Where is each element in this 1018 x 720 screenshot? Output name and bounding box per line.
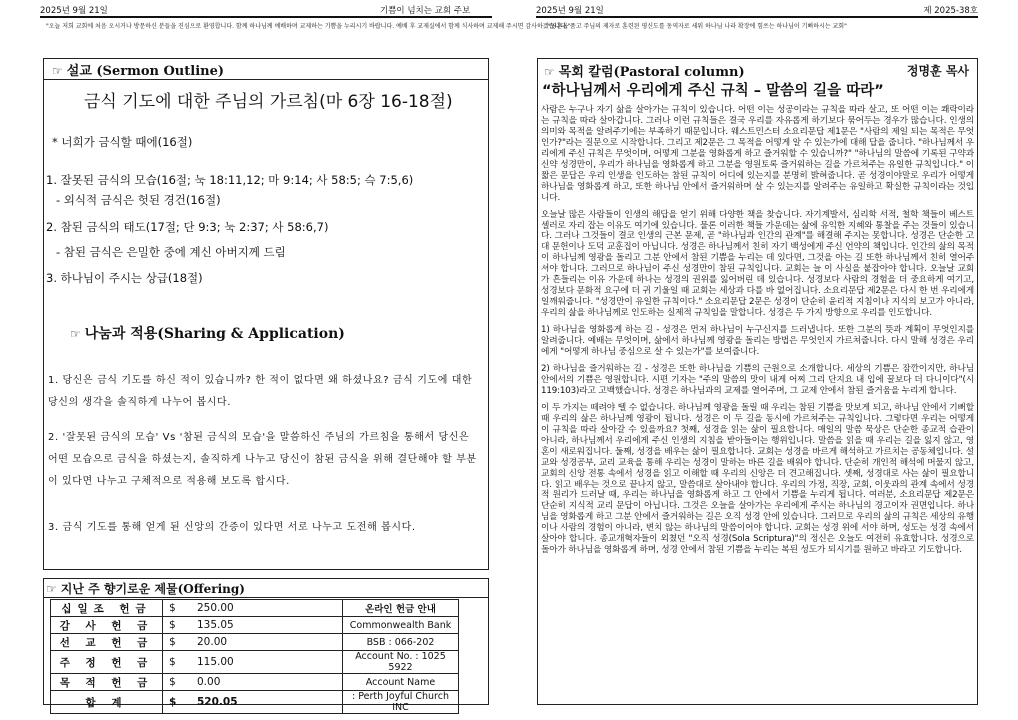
sermon-line: - 외식적 금식은 헛된 경건(16절) xyxy=(56,193,221,207)
account-name: : Perth Joyful Church INC xyxy=(343,691,459,714)
offering-total-label: 합 계 xyxy=(51,691,163,714)
currency: $ xyxy=(169,619,176,631)
offering-amount: 115.00 xyxy=(197,656,234,668)
offering-label: 선 교 헌 금 xyxy=(51,634,163,651)
account-name-label: Account Name xyxy=(343,674,459,691)
bulletin-title: 기쁨이 넘치는 교회 주보 xyxy=(380,6,471,16)
currency: $ xyxy=(169,656,176,668)
offering-amount: 0.00 xyxy=(197,676,221,688)
column-body xyxy=(541,105,974,562)
table-row xyxy=(51,674,459,691)
sermon-line: 2. 참된 금식의 태도(17절; 단 9:3; 눅 2:37; 사 58:6,7) xyxy=(46,220,329,234)
sharing-heading: ☞ 나눔과 적용(Sharing & Application) xyxy=(70,326,345,342)
left-header-rule xyxy=(40,16,492,18)
table-row xyxy=(51,691,459,714)
sermon-title: 금식 기도에 대한 주님의 가르침(마 6장 16-18절) xyxy=(84,92,453,112)
offering-heading-rule xyxy=(44,597,488,598)
offering-total: 520.05 xyxy=(197,696,238,708)
sermon-line: 3. 하나님이 주시는 상급(18절) xyxy=(46,271,203,285)
currency: $ xyxy=(169,696,177,708)
offering-amount: 250.00 xyxy=(197,602,234,614)
bsb: BSB : 066-202 xyxy=(343,634,459,651)
left-tagline: "오늘 저희 교회에 처음 오시거나 방문하신 분들을 진심으로 환영합니다. 함께 하나님께 예배하며 교제하는 기쁨을 누리시기 바랍니다. 예배 후 교제실에서 함께 식사하며 교제해 주시면 감사하겠습니다." xyxy=(46,23,571,30)
column-paragraph: 이 두 가지는 떼려야 뗄 수 없습니다. 하나님께 영광을 돌릴 때 우리는 참된 기쁨을 맛보게 되고, 하나님 안에서 기뻐할 때 우리의 삶은 하나님께 영광이 됩니다. 성경은 이 두 길을 동시에 가르쳐주는 규칙입니다. 그렇다면 우리는 어떻게 이 규칙을 따라 살아갈 수 있을까요? 첫째, 성경을 읽는 삶이 필요합니다. 매일의 말씀 묵상은 단순한 종교적 습관이 아니라, 하나님께서 우리에게 주신 인생의 지침을 받아들이는 행위입니다. 말씀을 읽을 때 우리는 길을 잃지 않고, 영혼이 새로워집니다. 둘째, 성경을 배우는 삶이 필요합니다. 교회는 성경을 바르게 해석하고 가르치는 공동체입니다. 설교와 성경공부, 교리 교육을 통해 우리는 성경이 말하는 바른 길을 배워야 합니다. 단순히 개인적 해석에 머물지 않고, 교회의 신앙 전통 속에서 성경을 읽고 이해할 때 우리의 신앙은 더 견고해집니다. 셋째, 성경대로 사는 삶이 필요합니다. 읽고 배우는 것으로 끝나지 않고, 말씀대로 살아내야 합니다. 우리의 가정, 직장, 교회, 이웃과의 관계 속에서 성경적 원리가 드러날 때, 우리는 하나님을 영화롭게 하고 그 안에서 기쁨을 누리게 됩니다. 여러분, 소요리문답 제2문은 단순히 지식적 교리 문답이 아닙니다. 그것은 오늘을 살아가는 우리에게 주시는 하나님의 경고이자 권면입니다. 하나님을 영화롭게 하고 그분 안에서 즐거워하는 길은 오직 성경 안에 있습니다. 그러므로 우리의 삶의 규칙은 세상의 유행이나 사람의 경험이 아니라, 변치 않는 하나님의 말씀이어야 합니다. 교회는 성경 위에 서야 하며, 성도는 성경 속에서 살아야 합니다. 종교개혁자들이 외쳤던 "오직 성경(Sola Scriptura)"의 정신은 오늘도 여전히 유효합니다. 성경으로 돌아가 하나님을 영화롭게 하며, 성경 안에서 참된 기쁨을 누리는 복된 성도가 되시기를 원하고 바라고 기도합니다. xyxy=(541,402,974,556)
right-header-rule xyxy=(536,16,978,18)
left-date: 2025년 9월 21일 xyxy=(40,6,108,16)
currency: $ xyxy=(169,602,176,614)
offering-panel xyxy=(43,578,489,713)
sermon-heading-rule xyxy=(44,79,488,80)
table-row xyxy=(51,634,459,651)
column-paragraph: 사람은 누구나 자기 삶을 살아가는 규칙이 있습니다. 어떤 이는 성공이라는 규칙을 따라 살고, 또 어떤 이는 쾌락이라는 규칙을 따라 살아갑니다. 그러나 이런 규칙들은 결국 우리를 자유롭게 하기보다 묶어두는 경우가 많습니다. 인생의 의미와 목적을 알려주기에는 부족하기 때문입니다. 웨스트민스터 소요리문답 제1문은 "사람의 제일 되는 목적은 무엇인가?"라는 질문으로 시작합니다. 그리고 제2문은 그 목적을 어떻게 알 수 있는가에 대해 답을 줍니다. "하나님께서 우리에게 주신 규칙은 무엇이며, 어떻게 그분을 영화롭게 하고 즐거워할 수 있습니까?" "하나님의 말씀에 기록된 구약과 신약 성경만이, 우리가 하나님을 영화롭게 하고 그분을 영원토록 즐거워하는 길을 가르쳐주는 유일한 규칙입니다." 이 짧은 문답은 우리 인생을 인도하는 참된 규칙이 어디에 있는지를 분명히 밝혀줍니다. 곧 성경이야말로 우리가 어떻게 하나님을 영화롭게 하고, 또한 하나님 안에서 즐거워하며 살 수 있는지를 알려주는 유일하고 확실한 규칙이라는 것입니다. xyxy=(541,105,974,203)
column-title: “하나님께서 우리에게 주신 규칙 – 말씀의 길을 따라” xyxy=(542,83,884,99)
issue-number: 제 2025-38호 xyxy=(923,6,978,16)
online-title: 온라인 헌금 안내 xyxy=(343,600,459,617)
sermon-line: 1. 잘못된 금식의 모습(16절; 눅 18:11,12; 마 9:14; 사 58:5; 슥 7:5,6) xyxy=(46,173,414,187)
right-tagline: "영혼을 품고 주님의 제자로 훈련된 평신도를 동역자로 세워 하나님 나라 확장에 힘쓰는 하나님이 기뻐하시는 교회" xyxy=(548,23,847,30)
table-row xyxy=(51,651,459,674)
sermon-heading: ☞ 설교 (Sermon Outline) xyxy=(52,64,225,79)
column-author: 정명훈 목사 xyxy=(906,64,969,78)
column-heading: ☞ 목회 칼럼(Pastoral column) xyxy=(544,65,745,80)
offering-label: 목 적 헌 금 xyxy=(51,674,163,691)
table-row xyxy=(51,600,459,617)
table-row xyxy=(51,617,459,634)
offering-label: 십일조 헌금 xyxy=(51,600,163,617)
pointing-hand-icon: ☞ xyxy=(70,327,81,341)
pointing-hand-icon: ☞ xyxy=(52,64,63,78)
sermon-panel xyxy=(43,58,489,570)
right-header xyxy=(536,4,978,16)
account-number: Account No. : 1025 5922 xyxy=(343,651,459,674)
offering-label: 감 사 헌 금 xyxy=(51,617,163,634)
offering-amount: 135.05 xyxy=(197,619,234,631)
sharing-item: 2. '잘못된 금식의 모습' Vs '참된 금식의 모습'을 말씀하신 주님의 가르침을 통해서 당신은 어떤 모습으로 금식을 하셨는지, 솔직하게 나누고 당신이 참된 금식을 위해 결단해야 할 부분이 있다면 나누고 구체적으로 적용해 보도록 합시다. xyxy=(48,432,477,487)
offering-table xyxy=(50,599,459,714)
offering-amount: 20.00 xyxy=(197,636,228,648)
column-paragraph: 오늘날 많은 사람들이 인생의 해답을 얻기 위해 다양한 책을 찾습니다. 자기계발서, 심리학 서적, 철학 책들이 베스트셀러로 자리 잡는 이유도 여기에 있습니다. 물론 이러한 책들 가운데는 삶에 유익한 지혜와 통찰을 주는 것들이 있습니다. 그러나 그것들이 결코 인생의 근본 문제, 곧 "하나님과 인간의 관계"를 해결해 주지는 못합니다. 성경은 단순한 고대 문헌이나 도덕 교훈집이 아닙니다. 성경은 하나님께서 친히 자기 백성에게 주신 언약의 책입니다. 인간의 삶의 목적이 하나님께 영광을 돌리고 그분 안에서 참된 기쁨을 누리는 데 있다면, 그것을 아는 길 또한 하나님께서 친히 열어주셔야 합니다. 그러므로 하나님이 주신 성경만이 참된 규칙입니다. 교회는 늘 이 사실을 붙잡아야 합니다. 오늘날 교회가 흔들리는 이유 가운데 하나는 성경의 권위를 잃어버린 데 있습니다. 성경보다 사람의 경험을 더 중요하게 여기고, 성경보다 문화적 요구에 더 귀 기울일 때 교회는 세상과 다를 바 없어집니다. 소요리문답 제2문은 다시 한 번 우리에게 일깨워줍니다. "성경만이 유일한 규칙이다." 소요리문답 2문은 성경이 단순히 윤리적 지침이나 지식의 보고가 아니라, 우리의 삶을 하나님께로 인도하는 실제적 규칙임을 말합니다. 성경은 두 가지 방향으로 우리를 인도합니다. xyxy=(541,209,974,319)
sermon-line: * 너희가 금식할 때에(16절) xyxy=(52,135,193,149)
currency: $ xyxy=(169,636,176,648)
left-header xyxy=(40,4,490,16)
offering-heading: ☞ 지난 주 향기로운 제물(Offering) xyxy=(46,582,245,596)
pointing-hand-icon: ☞ xyxy=(46,582,57,596)
currency: $ xyxy=(169,676,176,688)
right-date: 2025년 9월 21일 xyxy=(536,6,604,16)
sharing-item: 1. 당신은 금식 기도를 하신 적이 있습니까? 한 적이 없다면 왜 하셨나요? 금식 기도에 대한 당신의 생각을 솔직하게 나누어 봅시다. xyxy=(48,375,473,408)
bank-name: Commonwealth Bank xyxy=(343,617,459,634)
sermon-line: - 참된 금식은 은밀한 중에 계신 아버지께 드림 xyxy=(56,245,286,259)
sharing-item: 3. 금식 기도를 통해 얻게 된 신앙의 간증이 있다면 서로 나누고 도전해 봅시다. xyxy=(48,522,416,533)
pointing-hand-icon: ☞ xyxy=(544,65,555,79)
offering-label: 주 정 헌 금 xyxy=(51,651,163,674)
column-paragraph: 2) 하나님을 즐거워하는 길 - 성경은 또한 하나님을 기쁨의 근원으로 소개합니다. 세상의 기쁨은 잠깐이지만, 하나님 안에서의 기쁨은 영원합니다. 시편 기자는 "주의 말씀의 맛이 내게 어찌 그리 단지요 내 입에 꿀보다 더 다니이다"(시 119:103)라고 고백했습니다. 성경은 하나님과의 교제를 열어주며, 그 교제 안에서 참된 즐거움을 누리게 합니다. xyxy=(541,363,974,396)
column-paragraph: 1) 하나님을 영화롭게 하는 길 - 성경은 먼저 하나님이 누구신지를 드러냅니다. 또한 그분의 뜻과 계획이 무엇인지를 알려줍니다. 예배는 무엇이며, 삶에서 하나님께 영광을 돌리는 방법은 무엇인지 가르쳐줍니다. 다시 말해 성경은 우리에게 "어떻게 하나님 중심으로 살 수 있는가"를 보여줍니다. xyxy=(541,325,974,358)
pastoral-panel xyxy=(537,58,978,705)
